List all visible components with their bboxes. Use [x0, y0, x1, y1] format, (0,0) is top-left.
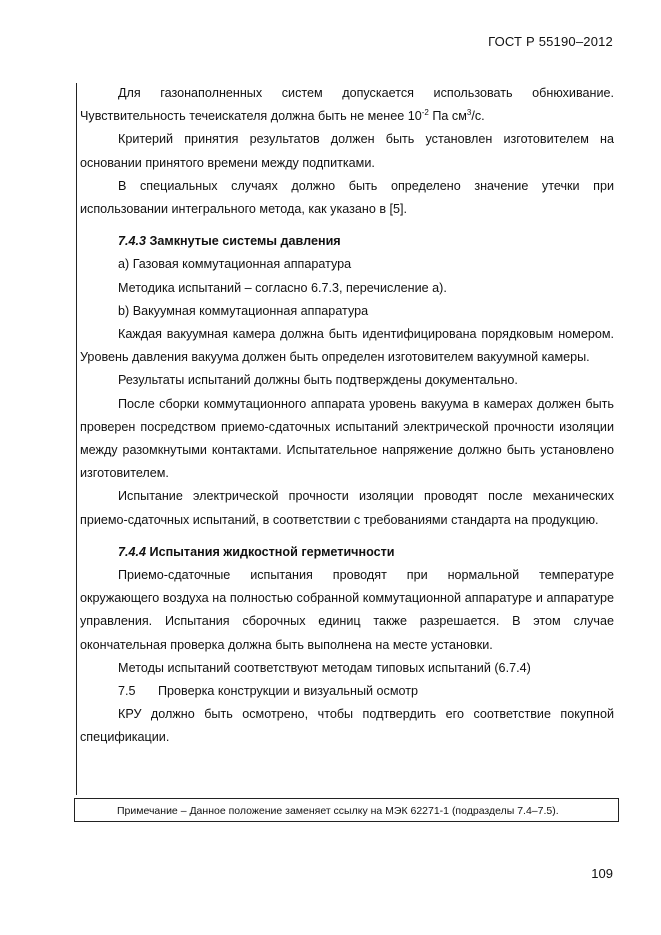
section-heading-7-4-3: 7.4.3 Замкнутые системы давления: [118, 234, 341, 249]
paragraph-routine-tests: Приемо-сдаточные испытания проводят при нормальной температуре окружающего воздуха на полностью собранной коммутационной аппаратуре и аппаратуре управления. Испытания сборочных единиц также разрешается. В этом случае окончательная проверка должна быть выполнена на месте установки.: [80, 568, 614, 652]
section-heading-7-5: 7.5 Проверка конструкции и визуальный осмотр: [118, 684, 418, 699]
method-a: Методика испытаний – согласно 6.7.3, перечисление а).: [118, 280, 447, 295]
section-heading-7-4-4: 7.4.4 Испытания жидкостной герметичности: [118, 544, 395, 559]
paragraph-sniffing: Для газонаполненных систем допускается использовать обнюхивание. Чувствительность течеискателя должна быть не менее $10^{-2}$ Па $см^3/с$.: [80, 86, 614, 124]
paragraph-dielectric-test: Испытание электрической прочности изоляции проводят после механических приемо-сдаточных испытаний, в соответствии с требованиями стандарта на продукцию.: [80, 489, 614, 527]
item-a: а) Газовая коммутационная аппаратура: [118, 257, 352, 272]
paragraph-documented: Результаты испытаний должны быть подтверждены документально.: [118, 373, 518, 388]
page-number: 109: [591, 866, 613, 881]
paragraph-test-methods: Методы испытаний соответствуют методам типовых испытаний (6.7.4): [118, 660, 531, 675]
change-bar: [76, 83, 77, 795]
item-b: b) Вакуумная коммутационная аппаратура: [118, 303, 369, 318]
paragraph-special-cases: В специальных случаях должно быть определено значение утечки при использовании интегрального метода, как указано в [5].: [80, 178, 614, 217]
main-text: [80, 82, 614, 750]
paragraph-vacuum-chamber: Каждая вакуумная камера должна быть идентифицирована порядковым номером. Уровень давления вакуума должен быть определен изготовителем вакуумной камеры.: [80, 327, 614, 365]
document-header: ГОСТ Р 55190–2012: [488, 34, 613, 49]
paragraph-after-assembly: После сборки коммутационного аппарата уровень вакуума в камерах должен быть проверен посредством приемо-сдаточных испытаний электрической прочности изоляции между разомкнутыми контактами. Испытательное напряжение должно быть установлено изготовителем.: [80, 396, 614, 481]
paragraph-inspection: КРУ должно быть осмотрено, чтобы подтвердить его соответствие покупной спецификации.: [80, 707, 614, 745]
paragraph-criterion: Критерий принятия результатов должен быть установлен изготовителем на основании принятого времени между подпитками.: [80, 132, 614, 170]
note-box: Примечание – Данное положение заменяет ссылку на МЭК 62271-1 (подразделы 7.4–7.5).: [74, 798, 619, 822]
